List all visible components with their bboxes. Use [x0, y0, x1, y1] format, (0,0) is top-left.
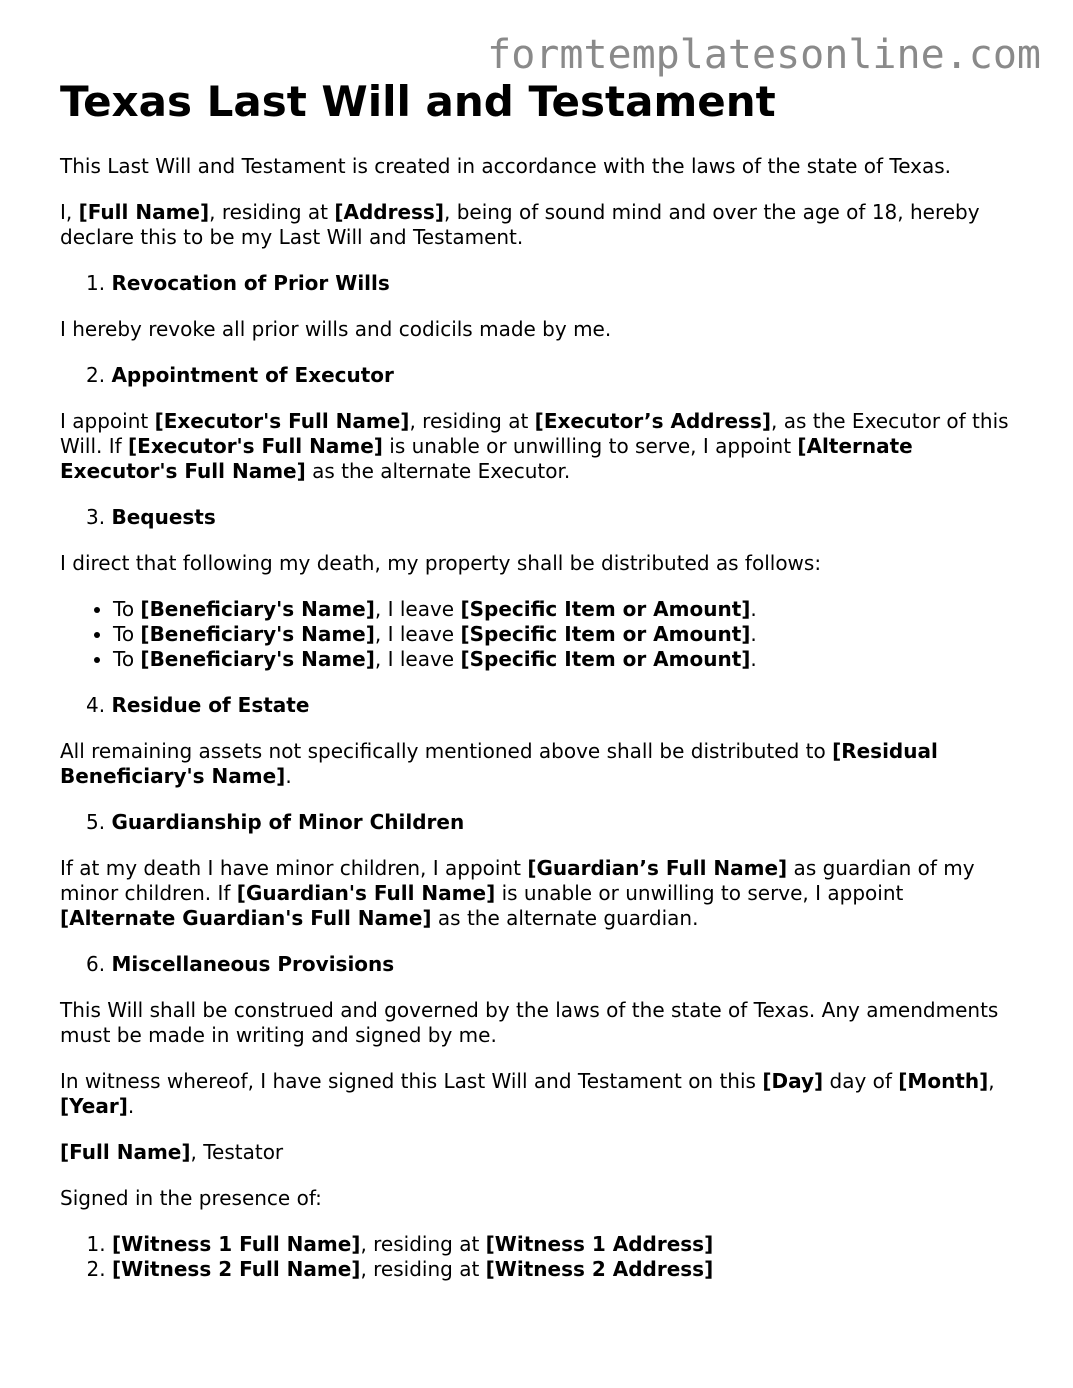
document: [60, 78, 1020, 1282]
declaration-paragraph: I, [Full Name], residing at [Address], being of sound mind and over the age of 18, hereby declare this to be my Last Will and Testament.: [60, 200, 980, 249]
placeholder-alternate-executor: [Alternate Executor's Full Name]: [60, 434, 913, 483]
placeholder-full-name: [Full Name]: [78, 200, 210, 224]
executor-paragraph: I appoint [Executor's Full Name], residing at [Executor’s Address], as the Executor of this Will. If [Executor's Full Name] is unable or unwilling to serve, I appoint [Alternate Executor's Full Name] as the alternate Executor.: [60, 409, 1009, 483]
bequests-list: [60, 597, 1020, 672]
section-heading-revocation: 1. Revocation of Prior Wills: [86, 271, 390, 295]
section-heading-executor: 2. Appointment of Executor: [86, 363, 394, 387]
placeholder-year: [Year]: [60, 1094, 128, 1118]
placeholder-executor-name: [Executor's Full Name]: [128, 434, 383, 458]
witness-list: [60, 1232, 1020, 1282]
placeholder-day: [Day]: [762, 1069, 824, 1093]
placeholder-address: [Address]: [334, 200, 444, 224]
placeholder-testator-name: [Full Name]: [60, 1140, 191, 1164]
placeholder-alternate-guardian: [Alternate Guardian's Full Name]: [60, 906, 432, 930]
bequests-intro: I direct that following my death, my property shall be distributed as follows:: [60, 551, 822, 575]
presence-line: Signed in the presence of:: [60, 1186, 322, 1210]
misc-paragraph: This Will shall be construed and governed by the laws of the state of Texas. Any amendments must be made in writing and signed by me.: [60, 998, 999, 1047]
watermark: formtemplatesonline.com: [487, 32, 1041, 78]
section-heading-residue: 4. Residue of Estate: [86, 693, 310, 717]
testator-line: [Full Name], Testator: [60, 1140, 284, 1164]
placeholder-guardian-name: [Guardian's Full Name]: [236, 881, 496, 905]
witness-item: 1. [Witness 1 Full Name], residing at [Witness 1 Address]: [112, 1232, 1020, 1257]
section-heading-bequests: 3. Bequests: [86, 505, 216, 529]
page-title: Texas Last Will and Testament: [60, 77, 776, 126]
guardian-paragraph: If at my death I have minor children, I appoint [Guardian’s Full Name] as guardian of my minor children. If [Guardian's Full Name] is unable or unwilling to serve, I appoint [Alternate Guardian's Full Name] as the alternate guardian.: [60, 856, 975, 930]
section-heading-misc: 6. Miscellaneous Provisions: [86, 952, 395, 976]
placeholder-executor-address: [Executor’s Address]: [534, 409, 771, 433]
witness-item: 2. [Witness 2 Full Name], residing at [Witness 2 Address]: [112, 1257, 1020, 1282]
bequest-item: • To [Beneficiary's Name], I leave [Specific Item or Amount].: [113, 647, 1020, 672]
placeholder-guardian-name: [Guardian’s Full Name]: [527, 856, 788, 880]
placeholder-executor-name: [Executor's Full Name]: [154, 409, 410, 433]
residue-paragraph: All remaining assets not specifically mentioned above shall be distributed to [Residual Beneficiary's Name].: [60, 739, 938, 788]
intro-paragraph: This Last Will and Testament is created in accordance with the laws of the state of Texas.: [60, 154, 952, 178]
placeholder-month: [Month]: [898, 1069, 989, 1093]
bequest-item: • To [Beneficiary's Name], I leave [Specific Item or Amount].: [113, 597, 1020, 622]
bequest-item: • To [Beneficiary's Name], I leave [Specific Item or Amount].: [113, 622, 1020, 647]
witness-clause: In witness whereof, I have signed this Last Will and Testament on this [Day] day of [Month], [Year].: [60, 1069, 995, 1118]
section-heading-guardianship: 5. Guardianship of Minor Children: [86, 810, 465, 834]
placeholder-residual-beneficiary: [Residual Beneficiary's Name]: [60, 739, 938, 788]
revocation-paragraph: I hereby revoke all prior wills and codicils made by me.: [60, 317, 612, 341]
